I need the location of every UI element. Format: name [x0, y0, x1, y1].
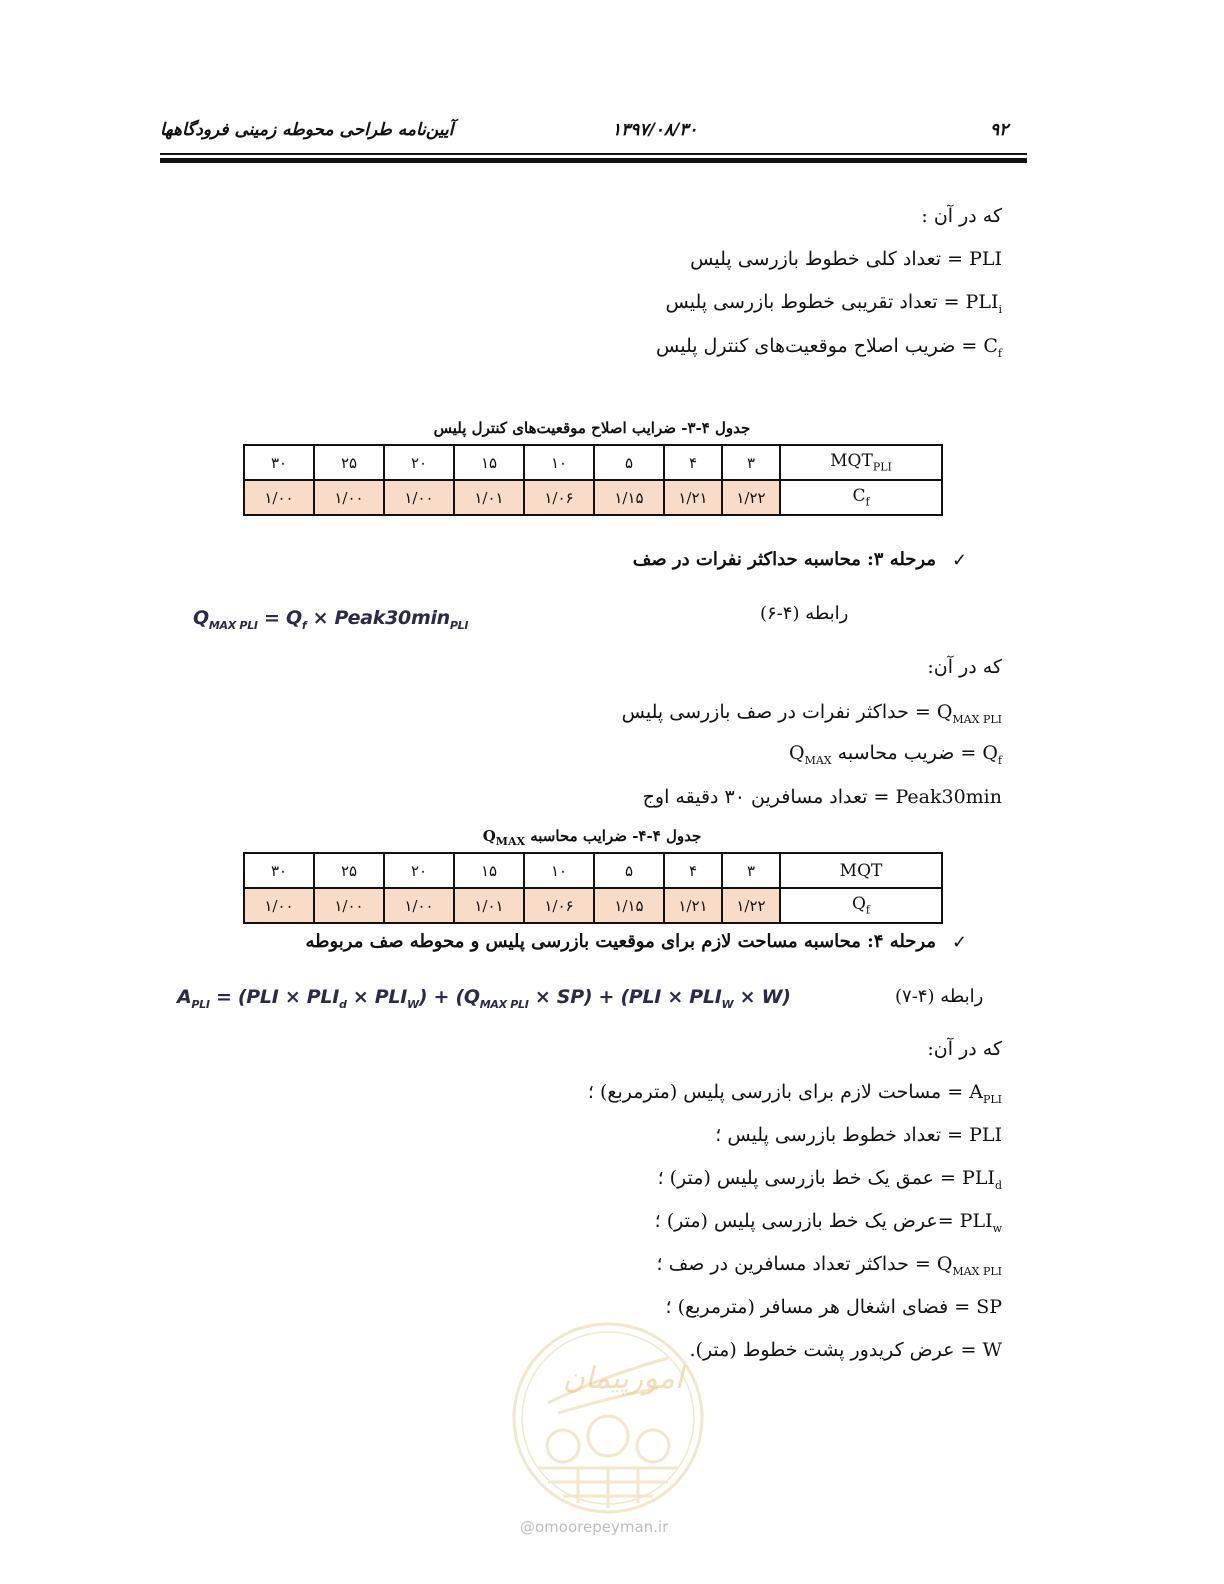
definition-text: = عمق یک خط بازرسی پلیس (متر) ؛: [657, 1167, 956, 1189]
definition-line: [656, 335, 1002, 360]
table-cell: ۲۰: [384, 445, 454, 480]
table-cell: ۱۵: [454, 445, 524, 480]
relation-number: رابطه (۴-۶): [760, 603, 849, 624]
table-caption: جدول ۴-۳- ضرایب اصلاح موقعیت‌های کنترل پلیس: [433, 419, 751, 437]
definition-line: [690, 1339, 1003, 1361]
symbol: $C_f$: [983, 335, 1002, 360]
definition-text: = تعداد خطوط بازرسی پلیس ؛: [715, 1124, 964, 1146]
table-cell: ۱/۲۲: [722, 888, 780, 923]
definition-text: = حداکثر تعداد مسافرین در صف ؛: [656, 1253, 931, 1275]
definition-line: [643, 786, 1002, 808]
definition-line: [715, 1124, 1002, 1146]
definition-line: [666, 1296, 1003, 1318]
definition-line: $Q_f$ = ضریب محاسبه $Q_{MAX}$: [789, 742, 1002, 767]
table-cell: ۲۵: [314, 853, 384, 888]
watermark-logo-icon: [508, 1318, 708, 1518]
definitions-intro: که در آن:: [927, 1038, 1002, 1060]
definition-text: = فضای اشغال هر مسافر (مترمربع) ؛: [665, 1296, 971, 1318]
table-cell: ۱/۰۶: [524, 888, 594, 923]
page-number: ۹۲: [990, 120, 1009, 140]
table-cell: ۱/۲۲: [722, 480, 780, 515]
table-cell: ۳۰: [244, 853, 314, 888]
row-label: $MQT_{PLI}$: [780, 445, 942, 480]
table-cell: ۱/۱۵: [594, 480, 664, 515]
checkmark-icon: ✓: [952, 932, 968, 953]
table-cell: ۱/۰۰: [314, 480, 384, 515]
definition-text: =عرض یک خط بازرسی پلیس (متر) ؛: [654, 1210, 954, 1232]
symbol: PLI: [969, 248, 1002, 270]
definition-line: [622, 701, 1002, 726]
symbol: $PLI_w$: [959, 1210, 1002, 1235]
table-cell: ۳: [722, 853, 780, 888]
definition-text: = مساحت لازم برای بازرسی پلیس (مترمربع) ؛: [587, 1081, 964, 1103]
symbol: PLI: [969, 1124, 1002, 1146]
symbol: $PLI_i$: [965, 291, 1002, 316]
table-cell: ۲۵: [314, 445, 384, 480]
definition-text: = ضریب محاسبه Q: [789, 742, 977, 764]
definition-line: [690, 248, 1002, 270]
formula: $A_{PLI} = (PLI \times PLI_d \times PLI_W) + (Q_{MAX PLI} \times SP) + (PLI \times PLI_W \times W)$: [177, 986, 791, 1011]
definition-text: = تعداد مسافرین ۳۰ دقیقه اوج: [642, 786, 890, 808]
coefficient-table: [243, 444, 943, 516]
definition-text: = تعداد کلی خطوط بازرسی پلیس: [690, 248, 964, 270]
svg-text:امورپیمان: امورپیمان: [562, 1361, 684, 1396]
definition-line: [656, 1253, 1002, 1278]
definitions-intro: که در آن :: [921, 205, 1002, 227]
table-cell: ۴: [664, 853, 722, 888]
table-cell: ۱۰: [524, 853, 594, 888]
table-cell: ۴: [664, 445, 722, 480]
definition-text: = تعداد تقریبی خطوط بازرسی پلیس: [665, 291, 960, 313]
symbol: $PLI_d$: [962, 1167, 1002, 1192]
symbol: $A_{PLI}$: [969, 1081, 1002, 1106]
row-label: MQT: [780, 853, 942, 888]
table-cell: ۱۰: [524, 445, 594, 480]
definition-line: [655, 1210, 1002, 1235]
table-header-row: [244, 445, 942, 480]
checkmark-icon: ✓: [952, 550, 968, 571]
table-cell: ۱/۱۵: [594, 888, 664, 923]
table-value-row: [244, 480, 942, 515]
table-cell: ۲۰: [384, 853, 454, 888]
definition-line: [658, 1167, 1002, 1192]
coefficient-table: [243, 852, 943, 924]
symbol: $Q_{MAX PLI}$: [936, 701, 1002, 726]
table-cell: ۱/۰۱: [454, 888, 524, 923]
table-caption: جدول ۴-۴- ضرایب محاسبه $Q_{MAX}$: [482, 827, 702, 848]
table-cell: ۱/۰۰: [384, 480, 454, 515]
definition-text: = ضریب اصلاح موقعیت‌های کنترل پلیس: [655, 335, 978, 357]
table-cell: ۱۵: [454, 853, 524, 888]
table-cell: ۱/۰۰: [314, 888, 384, 923]
table-cell: ۱/۰۰: [244, 888, 314, 923]
symbol: $Q_{MAX PLI}$: [936, 1253, 1002, 1278]
formula: $Q_{MAX PLI} = Q_f$ × $Peak30\min_{PLI}$: [193, 607, 469, 632]
table-value-row: [244, 888, 942, 923]
header-title: آیین‌نامه طراحی محوطه زمینی فرودگاهها: [160, 120, 454, 140]
symbol: $Q_f$: [982, 742, 1002, 767]
definition-text: = حداکثر نفرات در صف بازرسی پلیس: [621, 701, 931, 723]
header-date: ۱۳۹۷/۰۸/۳۰: [612, 120, 698, 140]
table-cell: ۱/۰۶: [524, 480, 594, 515]
step-heading: مرحله ۴: محاسبه مساحت لازم برای موقعیت بازرسی پلیس و محوطه صف مربوطه: [305, 931, 936, 952]
table-cell: ۱/۲۱: [664, 888, 722, 923]
definition-line: [666, 291, 1002, 316]
symbol: W: [982, 1339, 1002, 1361]
table-cell: ۳: [722, 445, 780, 480]
symbol: SP: [976, 1296, 1002, 1318]
table-cell: ۱/۰۱: [454, 480, 524, 515]
header-rule-thin: [160, 153, 1027, 155]
definitions-intro: که در آن:: [927, 656, 1002, 678]
relation-number: رابطه (۴-۷): [895, 986, 984, 1007]
table-cell: ۵: [594, 853, 664, 888]
table-cell: ۳۰: [244, 445, 314, 480]
table-cell: ۱/۰۰: [244, 480, 314, 515]
definition-text: = عرض کریدور پشت خطوط (متر).: [689, 1339, 977, 1361]
row-label: $C_f$: [780, 480, 942, 515]
row-label: $Q_f$: [780, 888, 942, 923]
step-heading: مرحله ۳: محاسبه حداکثر نفرات در صف: [632, 549, 936, 570]
header-rule-thick: [160, 158, 1027, 163]
watermark-url: @omoorepeyman.ir: [520, 1518, 669, 1536]
symbol: Peak30min: [895, 786, 1002, 808]
table-cell: ۵: [594, 445, 664, 480]
table-header-row: [244, 853, 942, 888]
table-cell: ۱/۰۰: [384, 888, 454, 923]
definition-line: [588, 1081, 1002, 1106]
table-cell: ۱/۲۱: [664, 480, 722, 515]
